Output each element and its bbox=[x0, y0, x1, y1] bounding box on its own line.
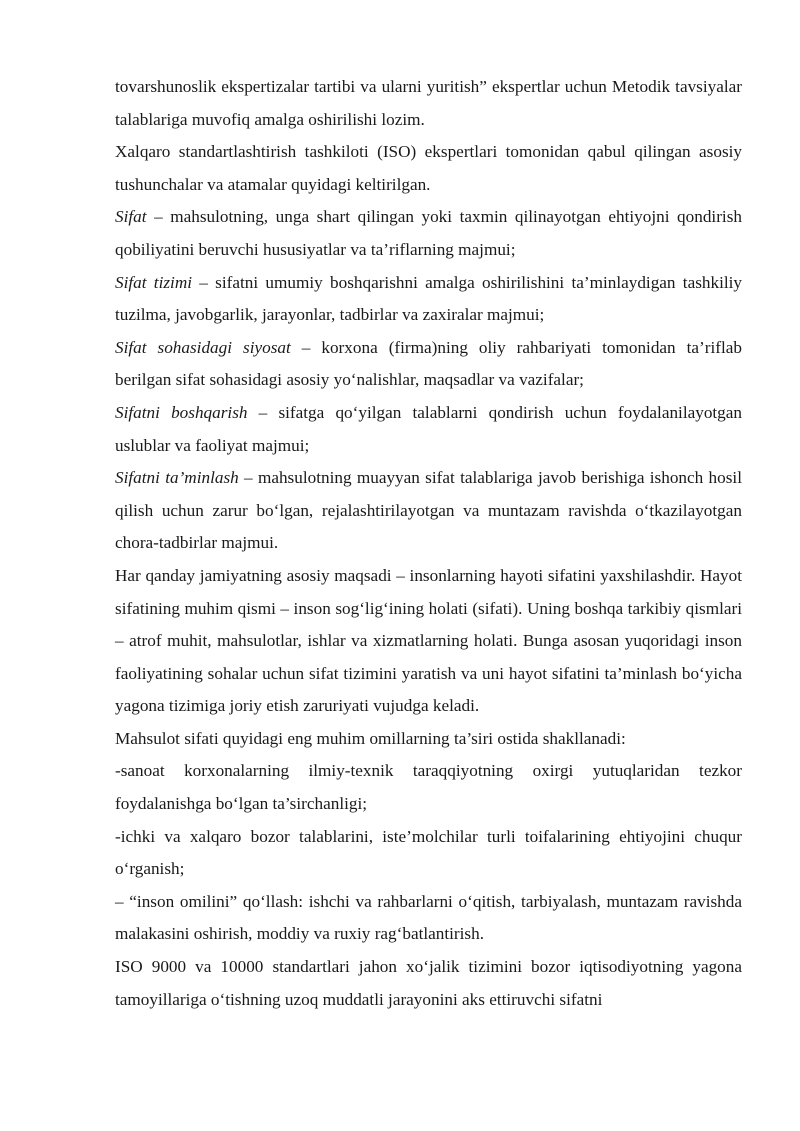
definition-sifatni-boshqarish bbox=[115, 397, 742, 462]
paragraph-iso-standards: ISO 9000 va 10000 standartlari jahon xo‘jalik tizimini bozor iqtisodiyotning yagona tamoyillariga o‘tishning uzoq muddatli jarayonini aks ettiruvchi sifatni bbox=[115, 957, 742, 1009]
definition-sifat-tizimi bbox=[115, 267, 742, 332]
definition-sifatni-taminlash bbox=[115, 462, 742, 560]
paragraph-continuation: tovarshunoslik ekspertizalar tartibi va ularni yuritish” ekspertlar uchun Metodik tavsiyalar talablariga muvofiq amalga oshirilishi lozim. bbox=[115, 77, 742, 129]
list-item-factor-1: -sanoat korxonalarning ilmiy-texnik taraqqiyotning oxirgi yutuqlaridan tezkor foydalanishga bo‘lgan ta’sirchanligi; bbox=[115, 761, 742, 814]
term-sifat: Sifat bbox=[115, 207, 147, 227]
list-item-factor-3: – “inson omilini” qo‘llash: ishchi va rahbarlarni o‘qitish, tarbiyalash, muntazam ravishda malakasini oshirish, moddiy va ruxiy rag‘batlantirish. bbox=[115, 891, 742, 944]
paragraph-iso-intro: Xalqaro standartlashtirish tashkiloti (ISO) ekspertlari tomonidan qabul qilingan asosiy tushunchalar va atamalar quyidagi keltirilgan. bbox=[115, 142, 742, 194]
definition-text: – mahsulotning, unga shart qilingan yoki taxmin qilinayotgan ehtiyojni qondirish qobiliyatini beruvchi hususiyatlar va ta’riflarning majmui; bbox=[115, 207, 742, 259]
paragraph-factors-intro: Mahsulot sifati quyidagi eng muhim omillarning ta’siri ostida shakllanadi: bbox=[115, 728, 626, 748]
term-sifatni-boshqarish: Sifatni boshqarish bbox=[115, 402, 248, 422]
list-item-factor-2: -ichki va xalqaro bozor talablarini, iste’molchilar turli toifalarining ehtiyojini chuqur o‘rganish; bbox=[115, 826, 742, 879]
document-page bbox=[115, 71, 742, 1016]
term-sifatni-taminlash: Sifatni ta’minlash bbox=[115, 468, 239, 488]
term-sifat-tizimi: Sifat tizimi bbox=[115, 272, 193, 292]
definition-sifat bbox=[115, 201, 742, 266]
paragraph-society-goal: Har qanday jamiyatning asosiy maqsadi – insonlarning hayoti sifatini yaxshilashdir. Hayot sifatining muhim qismi – inson sog‘lig‘ining holati (sifati). Uning boshqa tarkibiy qismlari – atrof muhit, mahsulotlar, ishlar va xizmatlarning holati. Bunga asosan yuqoridagi inson faoliyatining sohalar uchun sifat tizimini yaratish va uni hayot sifatini ta’minlash bo‘yicha yagona tizimiga joriy etish zaruriyati vujudga keladi. bbox=[115, 565, 742, 716]
definition-sifat-siyosat bbox=[115, 332, 742, 397]
definition-text: – sifatni umumiy boshqarishni amalga oshirilishini ta’minlaydigan tashkiliy tuzilma, javobgarlik, jarayonlar, tadbirlar va zaxiralar majmui; bbox=[115, 272, 742, 325]
definition-text: – sifatga qo‘yilgan talablarni qondirish uchun foydalanilayotgan uslublar va faoliyat majmui; bbox=[115, 402, 742, 455]
definition-text: – mahsulotning muayyan sifat talablariga javob berishiga ishonch hosil qilish uchun zarur bo‘lgan, rejalashtirilayotgan va muntazam ravishda o‘tkazilayotgan chora-tadbirlar majmui. bbox=[115, 468, 742, 553]
term-sifat-siyosat: Sifat sohasidagi siyosat bbox=[115, 337, 291, 357]
definition-text: – korxona (firma)ning oliy rahbariyati tomonidan ta’riflab berilgan sifat sohasidagi asosiy yo‘nalishlar, maqsadlar va vazifalar; bbox=[115, 337, 742, 390]
